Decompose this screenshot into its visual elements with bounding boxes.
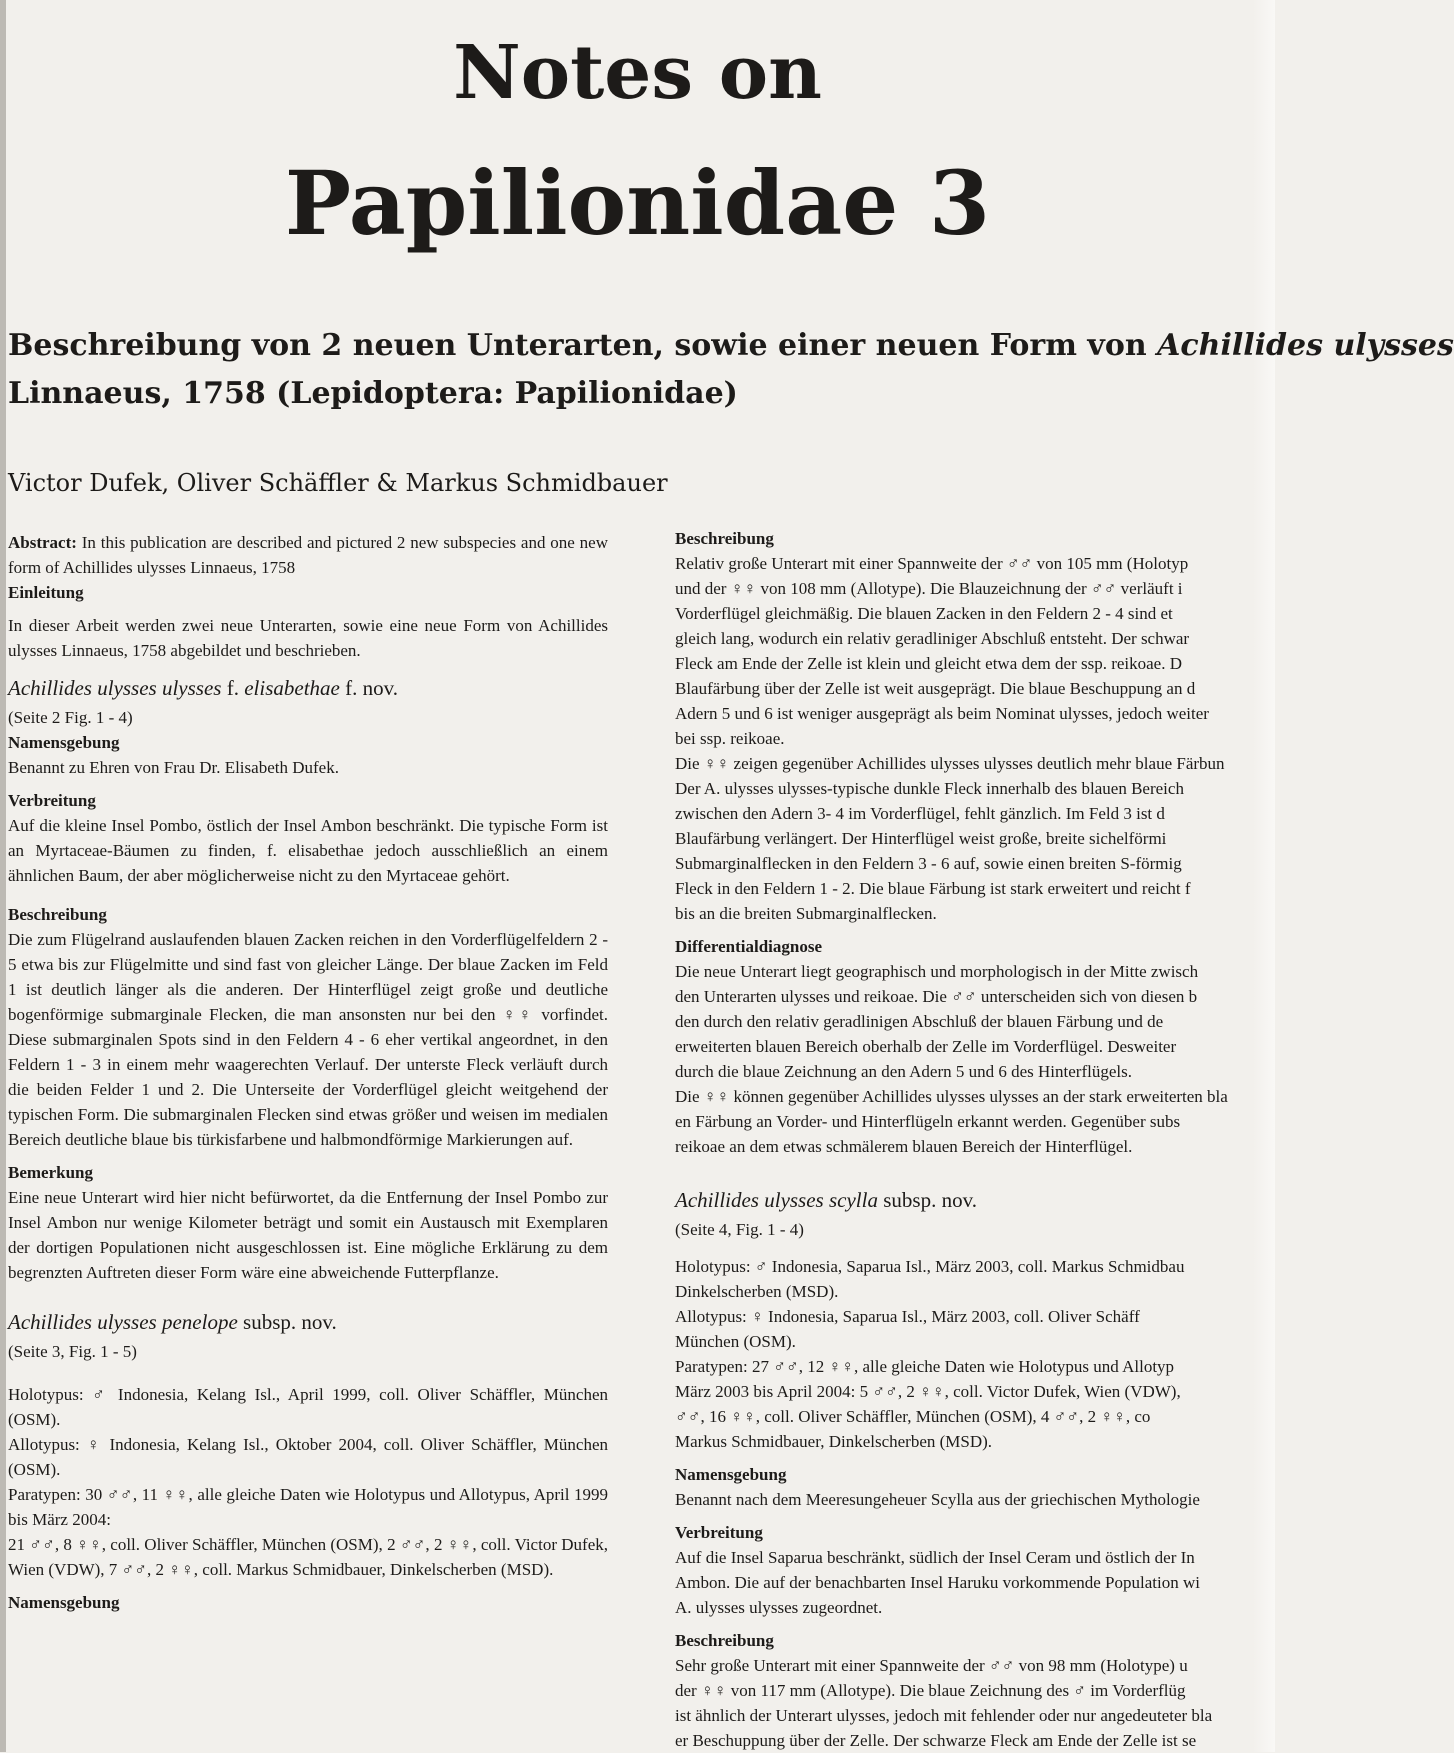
scylla-title <box>675 1185 1275 1215</box>
text-line: München (OSM). <box>675 1332 796 1351</box>
text-line: Vorderflügel gleichmäßig. Die blauen Zacken in den Feldern 2 - 4 sind et <box>675 604 1173 623</box>
einleitung-heading: Einleitung <box>8 583 84 602</box>
text-line: Markus Schmidbauer, Dinkelscherben (MSD). <box>675 1432 993 1451</box>
einleitung-text: In dieser Arbeit werden zwei neue Unterarten, sowie eine neue Form von Achillides ulysses Linnaeus, 1758 abgebildet und beschrieben. <box>8 616 608 660</box>
form-title-suffix: f. nov. <box>339 676 398 700</box>
holotypus-text: Holotypus: ♂ Indonesia, Kelang Isl., April 1999, coll. Oliver Schäffler, München (OSM). <box>8 1385 608 1429</box>
text-line: Fleck am Ende der Zelle ist klein und gleicht etwa dem der ssp. reikoae. D <box>675 654 1183 673</box>
text-line: Blaufärbung über der Zelle ist weit ausgeprägt. Die blaue Beschuppung an d <box>675 679 1196 698</box>
differential-heading: Differentialdiagnose <box>675 937 823 956</box>
text-line: Adern 5 und 6 ist weniger ausgeprägt als beim Nominat ulysses, jedoch weiter <box>675 704 1209 723</box>
form-title-species: Achillides ulysses ulysses <box>8 676 222 700</box>
text-line: Der A. ulysses ulysses-typische dunkle Fleck innerhalb des blauen Bereich <box>675 779 1184 798</box>
scylla-namensgebung-text: Benannt nach dem Meeresungeheuer Scylla aus der griechischen Mythologie <box>675 1490 1200 1509</box>
form-figure-ref: (Seite 2 Fig. 1 - 4) <box>8 708 133 727</box>
text-line: den durch den relativ geradlinigen Abschluß der blauen Färbung und de <box>675 1012 1164 1031</box>
text-line: Sehr große Unterart mit einer Spannweite der ♂♂ von 98 mm (Holotype) u <box>675 1656 1188 1675</box>
bemerkung-heading: Bemerkung <box>8 1163 93 1182</box>
text-line: bei ssp. reikoae. <box>675 729 785 748</box>
scylla-verbreitung-heading: Verbreitung <box>675 1523 763 1542</box>
text-line: erweiterten blauen Bereich oberhalb der Zelle im Vorderflügel. Desweiter <box>675 1037 1177 1056</box>
text-line: und der ♀♀ von 108 mm (Allotype). Die Blauzeichnung der ♂♂ verläuft i <box>675 579 1183 598</box>
penelope-title-suffix: subsp. nov. <box>237 1310 337 1334</box>
title-line-1: Notes on <box>453 30 822 116</box>
form-title-name: elisabethae <box>244 676 340 700</box>
scylla-figure-ref: (Seite 4, Fig. 1 - 4) <box>675 1220 804 1239</box>
namensgebung-text: Benannt zu Ehren von Frau Dr. Elisabeth Dufek. <box>8 758 339 777</box>
form-title <box>8 673 608 703</box>
verbreitung-heading: Verbreitung <box>8 791 96 810</box>
verbreitung-text: Auf die kleine Insel Pombo, östlich der Insel Ambon beschränkt. Die typische Form ist an Myrtaceae-Bäumen zu finden, f. elisabethae jedoch ausschließlich an einem ähnlichen Baum, der aber möglicherweise nicht zu den Myrtaceae gehört. <box>8 816 608 885</box>
allotypus-text: Allotypus: ♀ Indonesia, Kelang Isl., Oktober 2004, coll. Oliver Schäffler, München (OSM). <box>8 1435 608 1479</box>
subtitle-species: Achillides ulysses <box>1157 328 1454 363</box>
namensgebung-2-heading: Namensgebung <box>8 1593 120 1612</box>
subtitle-line-2: Linnaeus, 1758 (Lepidoptera: Papilionidae) <box>8 376 738 411</box>
scylla-beschreibung-heading: Beschreibung <box>675 1631 774 1650</box>
penelope-title <box>8 1307 608 1337</box>
scylla-beschreibung-text <box>675 1653 1275 1753</box>
abstract-text: In this publication are described and pictured 2 new subspecies and one new form of Achillides ulysses Linnaeus, 1758 <box>8 533 608 577</box>
text-line: Relativ große Unterart mit einer Spannweite der ♂♂ von 105 mm (Holotyp <box>675 554 1189 573</box>
scylla-title-suffix: subsp. nov. <box>877 1188 977 1212</box>
scylla-types <box>675 1254 1275 1454</box>
beschreibung-text: Die zum Flügelrand auslaufenden blauen Zacken reichen in den Vorderflügelfeldern 2 - 5 etwa bis zur Flügelmitte und sind fast von gleicher Länge. Der blaue Zacken im Feld 1 ist deutlich länger als die anderen. Der Hinterflügel zeigt große und deutliche bogenförmige submarginale Flecken, die man ansonsten nur bei den ♀♀ vorfindet. Diese submarginalen Spots sind in den Feldern 4 - 6 eher vertikal angeordnet, in den Feldern 1 - 3 in einem mehr waagerechten Verlauf. Der unterste Fleck verläuft durch die beiden Felder 1 und 2. Die Unterseite der Vorderflügel gleicht weitgehend der typischen Form. Die submarginalen Flecken sind etwas größer und weisen im medialen Bereich deutliche blaue bis türkisfarbene und halbmondförmige Markierungen auf. <box>8 930 608 1149</box>
authors: Victor Dufek, Oliver Schäffler & Markus Schmidbauer <box>8 469 668 497</box>
title-line-2: Papilionidae 3 <box>284 151 991 255</box>
right-beschreibung-text <box>675 551 1275 926</box>
subtitle-prefix: Beschreibung von 2 neuen Unterarten, sowie einer neuen Form von <box>8 328 1158 363</box>
text-line: Ambon. Die auf der benachbarten Insel Haruku vorkommende Population wi <box>675 1573 1200 1592</box>
text-line: den Unterarten ulysses und reikoae. Die ♂♂ unterscheiden sich von diesen b <box>675 987 1198 1006</box>
text-line: ♂♂, 16 ♀♀, coll. Oliver Schäffler, München (OSM), 4 ♂♂, 2 ♀♀, co <box>675 1407 1151 1426</box>
text-line: März 2003 bis April 2004: 5 ♂♂, 2 ♀♀, coll. Victor Dufek, Wien (VDW), <box>675 1382 1181 1401</box>
paratypen-detail: 21 ♂♂, 8 ♀♀, coll. Oliver Schäffler, München (OSM), 2 ♂♂, 2 ♀♀, coll. Victor Dufek, Wien (VDW), 7 ♂♂, 2 ♀♀, coll. Markus Schmidbauer, Dinkelscherben (MSD). <box>8 1535 608 1579</box>
text-line: zwischen den Adern 3- 4 im Vorderflügel, fehlt gänzlich. Im Feld 3 ist d <box>675 804 1165 823</box>
text-line: Paratypen: 27 ♂♂, 12 ♀♀, alle gleiche Daten wie Holotypus und Allotyp <box>675 1357 1175 1376</box>
text-line: en Färbung an Vorder- und Hinterflügeln erkannt werden. Gegenüber subs <box>675 1112 1181 1131</box>
left-column <box>8 530 608 1615</box>
subtitle <box>8 322 1454 418</box>
penelope-figure-ref: (Seite 3, Fig. 1 - 5) <box>8 1342 137 1361</box>
abstract-label: Abstract: <box>8 533 77 552</box>
form-title-mid: f. <box>221 676 245 700</box>
text-line: Allotypus: ♀ Indonesia, Saparua Isl., März 2003, coll. Oliver Schäff <box>675 1307 1140 1326</box>
text-line: Die neue Unterart liegt geographisch und morphologisch in der Mitte zwisch <box>675 962 1199 981</box>
text-line: der ♀♀ von 117 mm (Allotype). Die blaue Zeichnung des ♂ im Vorderflüg <box>675 1681 1186 1700</box>
scylla-namensgebung-heading: Namensgebung <box>675 1465 787 1484</box>
text-line: Die ♀♀ können gegenüber Achillides ulysses ulysses an der stark erweiterten bla <box>675 1087 1228 1106</box>
scylla-title-species: Achillides ulysses scylla <box>675 1188 878 1212</box>
text-line: Dinkelscherben (MSD). <box>675 1282 839 1301</box>
beschreibung-heading: Beschreibung <box>8 905 107 924</box>
text-line: Fleck in den Feldern 1 - 2. Die blaue Färbung ist stark erweitert und reicht f <box>675 879 1191 898</box>
differential-text <box>675 959 1275 1159</box>
bemerkung-text: Eine neue Unterart wird hier nicht befürwortet, da die Entfernung der Insel Pombo zur Insel Ambon nur wenige Kilometer beträgt und somit ein Austausch mit Exemplaren der dortigen Populationen nicht ausgeschlossen ist. Eine mögliche Erklärung zu dem begrenzten Auftreten dieser Form wäre eine abweichende Futterpflanze. <box>8 1188 608 1282</box>
text-line: gleich lang, wodurch ein relativ geradliniger Abschluß entsteht. Der schwar <box>675 629 1190 648</box>
text-line: er Beschuppung über der Zelle. Der schwarze Fleck am Ende der Zelle ist se <box>675 1731 1197 1750</box>
text-line: ist ähnlich der Unterart ulysses, jedoch mit fehlender oder nur angedeuteter bla <box>675 1706 1213 1725</box>
text-line: bis an die breiten Submarginalflecken. <box>675 904 937 923</box>
right-column <box>675 526 1275 1753</box>
scylla-verbreitung-text <box>675 1545 1275 1620</box>
text-line: A. ulysses ulysses zugeordnet. <box>675 1598 883 1617</box>
paratypen-text: Paratypen: 30 ♂♂, 11 ♀♀, alle gleiche Daten wie Holotypus und Allotypus, April 1999 bis März 2004: <box>8 1485 608 1529</box>
text-line: Blaufärbung verlängert. Der Hinterflügel weist große, breite sichelförmi <box>675 829 1167 848</box>
penelope-title-species: Achillides ulysses penelope <box>8 1310 238 1334</box>
text-line: Die ♀♀ zeigen gegenüber Achillides ulysses ulysses deutlich mehr blaue Färbun <box>675 754 1225 773</box>
namensgebung-heading: Namensgebung <box>8 733 120 752</box>
page-edge-shadow <box>0 0 6 1752</box>
right-beschreibung-heading: Beschreibung <box>675 529 774 548</box>
text-line: Auf die Insel Saparua beschränkt, südlich der Insel Ceram und östlich der In <box>675 1548 1195 1567</box>
text-line: Submarginalflecken in den Feldern 3 - 6 auf, sowie einen breiten S-förmig <box>675 854 1182 873</box>
text-line: durch die blaue Zeichnung an den Adern 5 und 6 des Hinterflügels. <box>675 1062 1132 1081</box>
text-line: Holotypus: ♂ Indonesia, Saparua Isl., März 2003, coll. Markus Schmidbau <box>675 1257 1185 1276</box>
abstract <box>8 530 608 580</box>
text-line: reikoae an dem etwas schmälerem blauen Bereich der Hinterflügel. <box>675 1137 1133 1156</box>
